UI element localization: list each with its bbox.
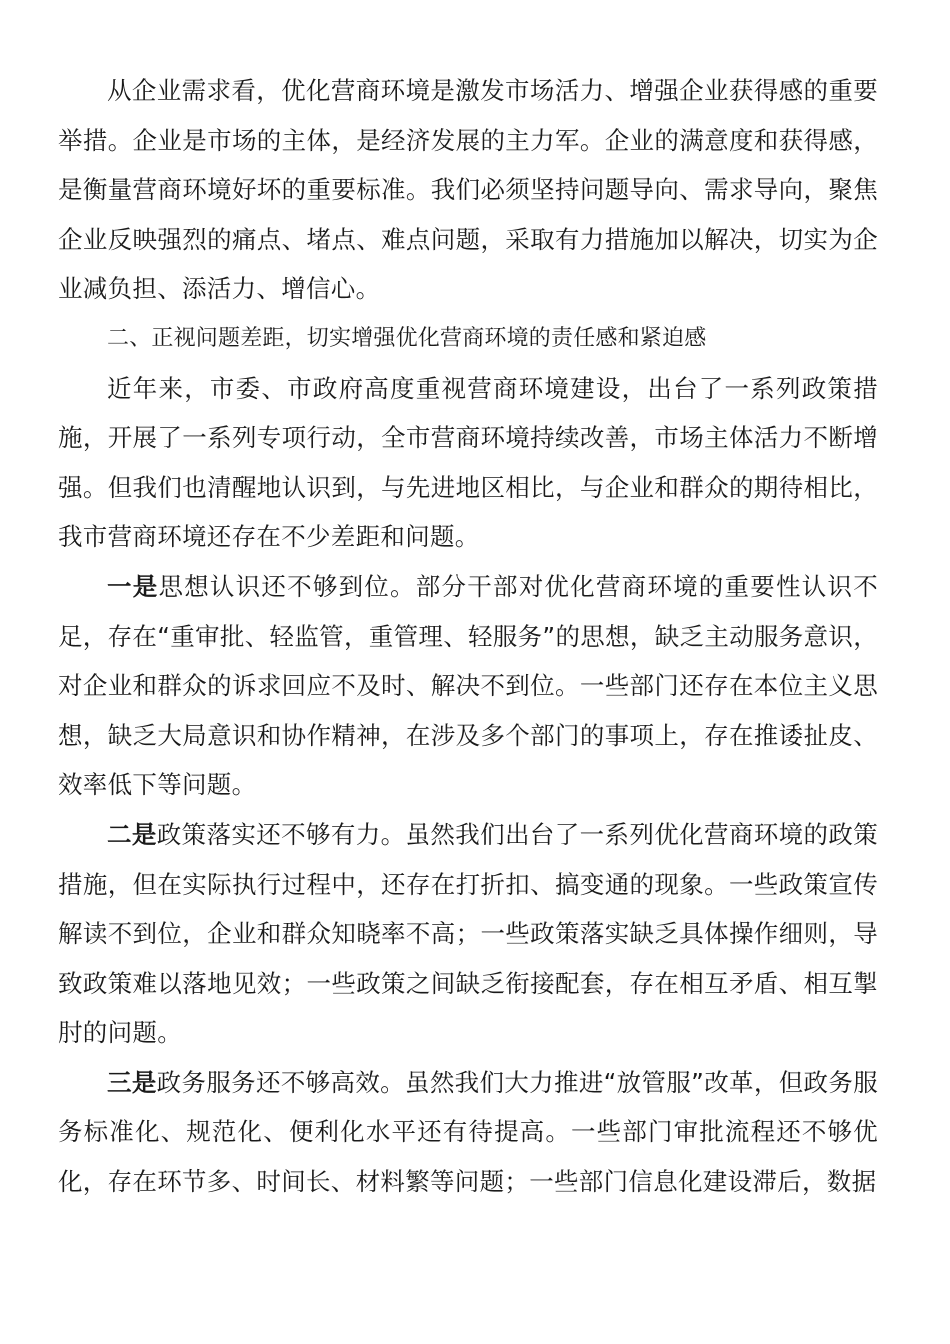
paragraph-point-1 bbox=[58, 562, 878, 810]
paragraph-point-3 bbox=[58, 1058, 878, 1207]
section-heading-2: 二、正视问题差距，切实增强优化营商环境的责任感和紧迫感 bbox=[107, 325, 707, 351]
paragraph-recent-years: 近年来，市委、市政府高度重视营商环境建设，出台了一系列政策措施，开展了一系列专项行动，全市营商环境持续改善，市场主体活力不断增强。但我们也清醒地认识到，与先进地区相比，与企业和群众的期待相比，我市营商环境还存在不少差距和问题。 bbox=[58, 373, 878, 552]
paragraph-enterprise-demand: 从企业需求看，优化营商环境是激发市场活力、增强企业获得感的重要举措。企业是市场的主体，是经济发展的主力军。企业的满意度和获得感，是衡量营商环境好坏的重要标准。我们必须坚持问题导向、需求导向，聚焦企业反映强烈的痛点、堵点、难点问题，采取有力措施加以解决，切实为企业减负担、添活力、增信心。 bbox=[58, 76, 878, 304]
point-3-lead: 三是 bbox=[107, 1067, 157, 1097]
point-2-lead: 二是 bbox=[107, 819, 157, 849]
document-page bbox=[58, 66, 878, 1207]
point-1-lead: 一是 bbox=[107, 571, 159, 601]
point-3-body: 政务服务还不够高效。虽然我们大力推进“放管服”改革，但政务服务标准化、规范化、便利化水平还有待提高。一些部门审批流程还不够优化，存在环节多、时间长、材料繁等问题；一些部门信息化建设滞后，数据 bbox=[58, 1067, 878, 1197]
point-2-body: 政策落实还不够有力。虽然我们出台了一系列优化营商环境的政策措施，但在实际执行过程中，还存在打折扣、搞变通的现象。一些政策宣传解读不到位，企业和群众知晓率不高；一些政策落实缺乏具体操作细则，导致政策难以落地见效；一些政策之间缺乏衔接配套，存在相互矛盾、相互掣肘的问题。 bbox=[58, 819, 878, 1048]
point-1-body: 思想认识还不够到位。部分干部对优化营商环境的重要性认识不足，存在“重审批、轻监管，重管理、轻服务”的思想，缺乏主动服务意识，对企业和群众的诉求回应不及时、解决不到位。一些部门还存在本位主义思想，缺乏大局意识和协作精神，在涉及多个部门的事项上，存在推诿扯皮、效率低下等问题。 bbox=[58, 571, 878, 800]
paragraph-point-2 bbox=[58, 810, 878, 1058]
